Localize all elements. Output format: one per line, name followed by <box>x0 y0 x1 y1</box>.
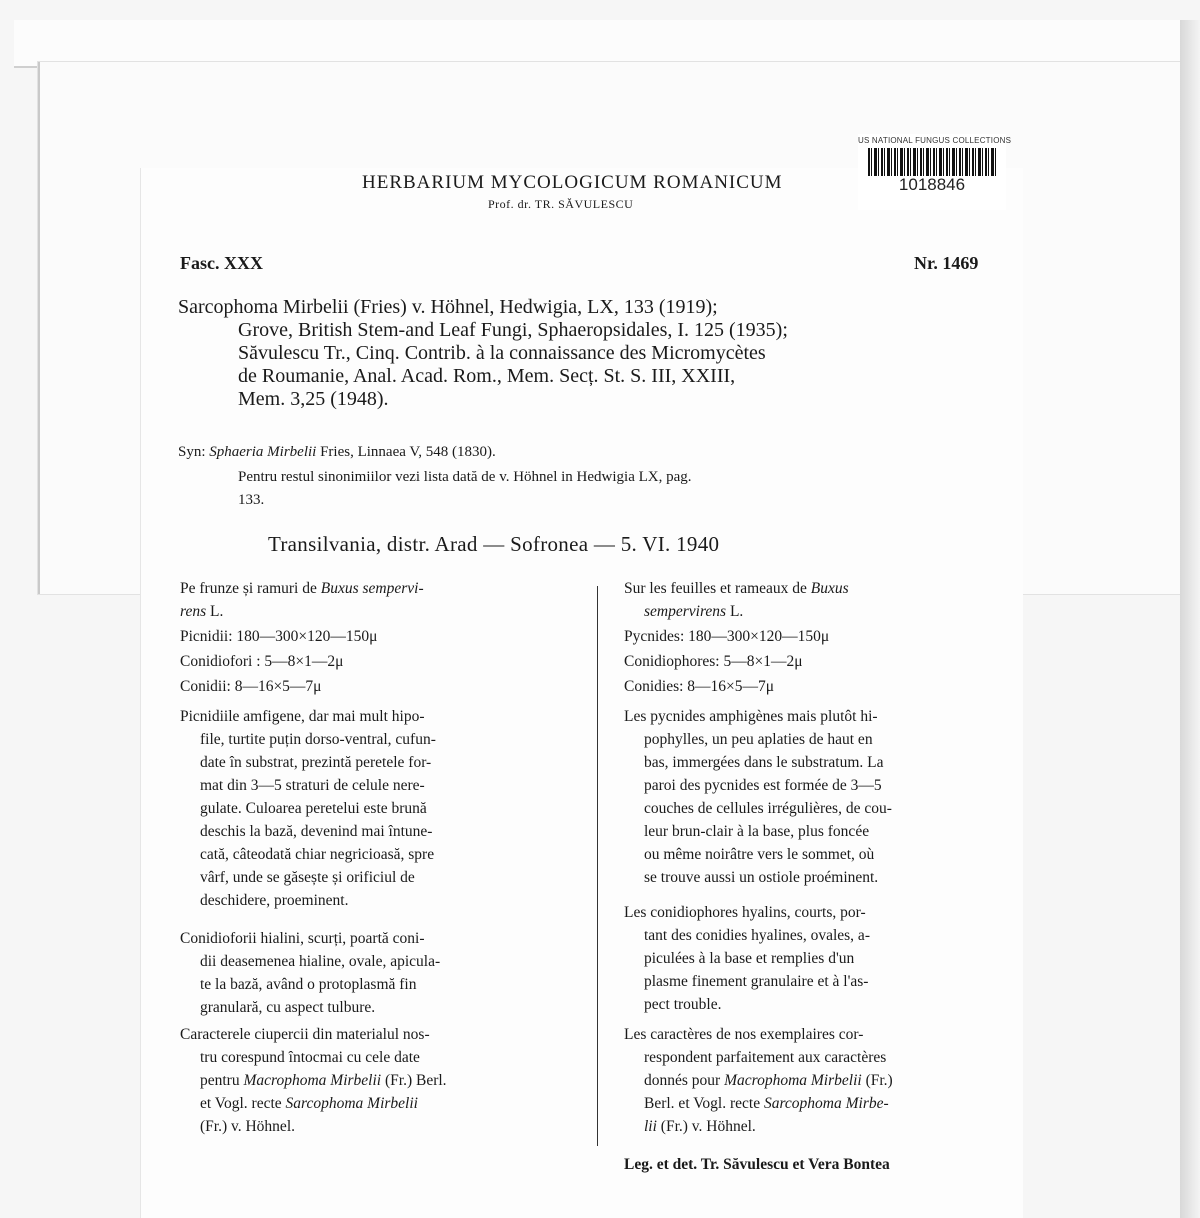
right-measure: Conidiophores: 5—8×1—2μ <box>624 653 803 670</box>
right-host-line <box>624 578 849 601</box>
left-host-species: rens <box>180 603 207 620</box>
synonym-note: Pentru restul sinonimiilor vezi lista dată de v. Höhnel in Hedwigia LX, pag. <box>238 469 692 485</box>
right-para3-line: Les caractères de nos exemplaires cor- <box>624 1026 864 1043</box>
left-para3-line: tru corespund întocmai cu cele date <box>200 1049 420 1066</box>
reference-line: Mem. 3,25 (1948). <box>238 388 389 410</box>
right-para1-line: se trouve aussi un ostiole proéminent. <box>644 869 879 886</box>
left-para3-species: Macrophoma Mirbelii <box>243 1072 382 1089</box>
right-para2-line: piculées à la base et remplies d'un <box>644 950 855 967</box>
locality: Transilvania, distr. Arad — Sofronea — 5. VI. 1940 <box>268 532 720 556</box>
barcode-label <box>858 134 1012 210</box>
left-para1-line: date în substrat, prezintă peretele for- <box>200 754 432 771</box>
left-measure: Conidiofori : 5—8×1—2μ <box>180 653 344 670</box>
left-para1-line: file, turtite puțin dorso-ventral, cufun- <box>200 731 436 748</box>
left-para3-line: Caracterele ciupercii din materialul nos- <box>180 1026 430 1043</box>
herbarium-subtitle: Prof. dr. TR. SĂVULESCU <box>488 197 634 211</box>
right-measure: Pycnides: 180—300×120—150μ <box>624 628 830 645</box>
reference-line: Săvulescu Tr., Cinq. Contrib. à la connaissance des Micromycètes <box>238 342 766 364</box>
folder-top-edge <box>14 20 1182 68</box>
right-para1-line: leur brun-clair à la base, plus foncée <box>644 823 870 840</box>
right-host-species: Buxus <box>810 580 849 597</box>
collector-line: Leg. et det. Tr. Săvulescu et Vera Bontea <box>624 1156 890 1173</box>
right-para2-line: Les conidiophores hyalins, courts, por- <box>624 904 866 921</box>
left-para1-line: Picnidiile amfigene, dar mai mult hipo- <box>180 708 425 725</box>
synonym-line <box>178 442 496 462</box>
left-host-line <box>180 578 424 601</box>
left-para1-line: mat din 3—5 straturi de celule nere- <box>200 777 425 794</box>
synonym-citation: Fries, Linnaea V, 548 (1830). <box>316 444 496 460</box>
right-para1-line: Les pycnides amphigènes mais plutôt hi- <box>624 708 878 725</box>
right-para1-line: pophylles, un peu aplaties de haut en <box>644 731 873 748</box>
left-para1-line: deschis la bază, devenind mai întune- <box>200 823 433 840</box>
synonym-name: Sphaeria Mirbelii <box>209 444 317 460</box>
right-para3-text: (Fr.) <box>861 1072 893 1089</box>
left-para1-line: cată, câteodată chiar negricioasă, spre <box>200 846 435 863</box>
left-para2-line: granulară, cu aspect tulbure. <box>200 999 376 1016</box>
right-para3-species: lii <box>644 1118 657 1135</box>
left-para1-line: vârf, unde se găsește și orificiul de <box>200 869 415 886</box>
right-para1-line: couches de cellules irrégulières, de cou- <box>644 800 892 817</box>
reference-line: Sarcophoma Mirbelii (Fries) v. Höhnel, Hedwigia, LX, 133 (1919); <box>178 296 718 318</box>
folder-right-edge <box>1180 20 1200 1218</box>
right-para2-line: tant des conidies hyalines, ovales, a- <box>644 927 870 944</box>
barcode-bars <box>868 148 996 176</box>
right-para3-text: Berl. et Vogl. recte <box>644 1095 764 1112</box>
column-divider <box>597 586 598 1146</box>
herbarium-title: HERBARIUM MYCOLOGICUM ROMANICUM <box>362 172 783 193</box>
left-host-text: Pe frunze și ramuri de <box>180 580 321 597</box>
barcode-number: 1018846 <box>898 175 966 194</box>
left-para1-line: deschidere, proeminent. <box>200 892 349 909</box>
right-para3-text: donnés pour <box>644 1072 725 1089</box>
barcode-collection: US NATIONAL FUNGUS COLLECTIONS <box>858 136 1012 145</box>
right-para3-line <box>644 1116 756 1139</box>
left-measure: Conidii: 8—16×5—7μ <box>180 678 322 695</box>
right-para1-line: ou même noirâtre vers le sommet, où <box>644 846 875 863</box>
left-para3-species: Sarcophoma Mirbelii <box>285 1095 418 1112</box>
left-para3-line <box>200 1093 418 1116</box>
synonym-note: 133. <box>238 492 265 508</box>
right-host-text: Sur les feuilles et rameaux de <box>624 580 811 597</box>
right-para3-species: Macrophoma Mirbelii <box>724 1072 862 1089</box>
left-para3-text: pentru <box>200 1072 244 1089</box>
left-para3-text: et Vogl. recte <box>200 1095 286 1112</box>
left-para3-text: (Fr.) Berl. <box>381 1072 447 1089</box>
reference-line: Grove, British Stem-and Leaf Fungi, Sphaeropsidales, I. 125 (1935); <box>238 319 788 341</box>
left-para2-line: dii deasemenea hialine, ovale, apicula- <box>200 953 441 970</box>
exsiccata-number: Nr. 1469 <box>914 253 979 273</box>
left-host-species: Buxus sempervi- <box>320 580 424 597</box>
right-para3-line: respondent parfaitement aux caractères <box>644 1049 887 1066</box>
right-measure: Conidies: 8—16×5—7μ <box>624 678 775 695</box>
right-host-authority: L. <box>726 603 744 620</box>
left-host-authority: L. <box>206 603 224 620</box>
right-para1-line: paroi des pycnides est formée de 3—5 <box>644 777 882 794</box>
right-host-species: sempervirens <box>644 603 727 620</box>
left-host-line <box>180 601 223 624</box>
right-para1-line: bas, immergées dans le substratum. La <box>644 754 884 771</box>
left-para3-line <box>200 1070 447 1093</box>
right-para3-text: (Fr.) v. Höhnel. <box>656 1118 756 1135</box>
left-para2-line: Conidioforii hialini, scurți, poartă coni- <box>180 930 425 947</box>
left-para1-line: gulate. Culoarea peretelui este brună <box>200 800 427 817</box>
left-para3-line: (Fr.) v. Höhnel. <box>200 1118 295 1135</box>
right-para3-line <box>644 1070 893 1093</box>
left-measure: Picnidii: 180—300×120—150μ <box>180 628 378 645</box>
right-para2-line: pect trouble. <box>644 996 722 1013</box>
right-host-line <box>644 601 743 624</box>
right-para2-line: plasme finement granulaire et à l'as- <box>644 973 869 990</box>
fascicle-number: Fasc. XXX <box>180 253 263 273</box>
right-para3-line <box>644 1093 889 1116</box>
synonym-prefix: Syn: <box>178 444 206 460</box>
right-para3-species: Sarcophoma Mirbe- <box>763 1095 889 1112</box>
left-para2-line: te la bază, având o protoplasmă fin <box>200 976 417 993</box>
reference-line: de Roumanie, Anal. Acad. Rom., Mem. Secț. St. S. III, XXIII, <box>238 365 736 387</box>
